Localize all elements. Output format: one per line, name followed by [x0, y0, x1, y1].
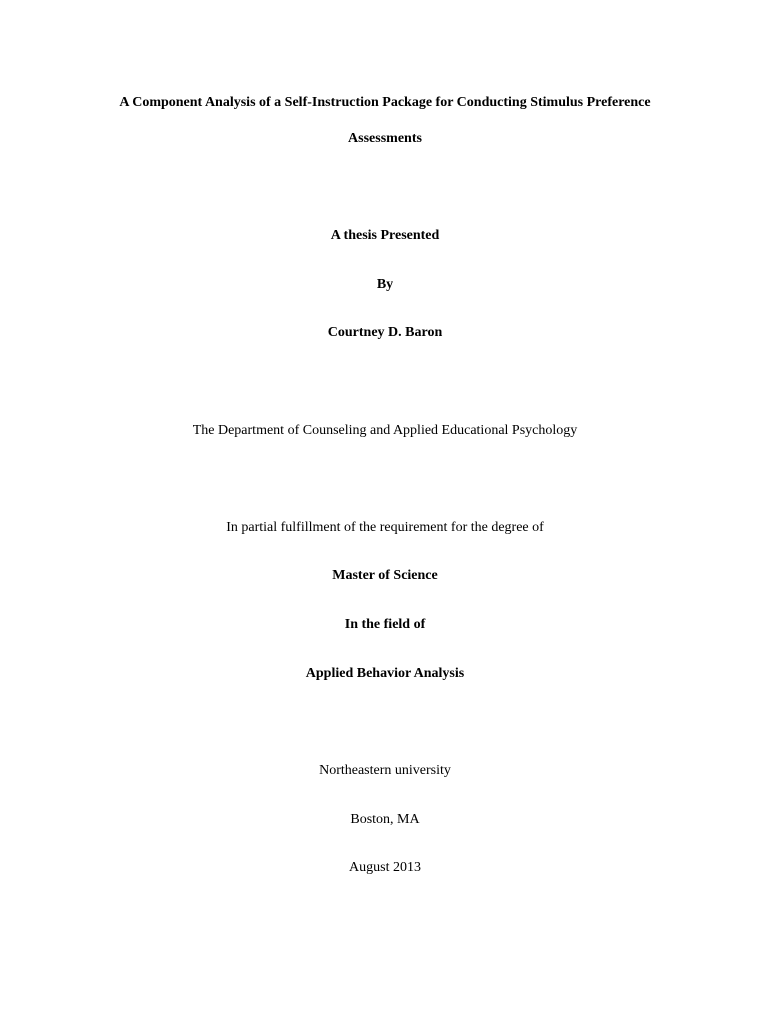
- presented-line: A thesis Presented: [330, 228, 440, 243]
- submission-date: August 2013: [349, 860, 421, 875]
- author-name: Courtney D. Baron: [327, 325, 443, 340]
- thesis-title-line-1: A Component Analysis of a Self-Instruction Package for Conducting Stimulus Preference: [119, 95, 651, 110]
- field-name: Applied Behavior Analysis: [305, 666, 465, 681]
- department-name: The Department of Counseling and Applied Educational Psychology: [192, 423, 578, 438]
- by-line: By: [376, 277, 394, 292]
- thesis-title-line-2: Assessments: [348, 131, 422, 146]
- degree-name: Master of Science: [332, 568, 438, 583]
- university-name: Northeastern university: [319, 763, 451, 778]
- fulfillment-statement: In partial fulfillment of the requirement for the degree of: [226, 520, 544, 535]
- location: Boston, MA: [350, 812, 420, 827]
- field-intro: In the field of: [344, 617, 426, 632]
